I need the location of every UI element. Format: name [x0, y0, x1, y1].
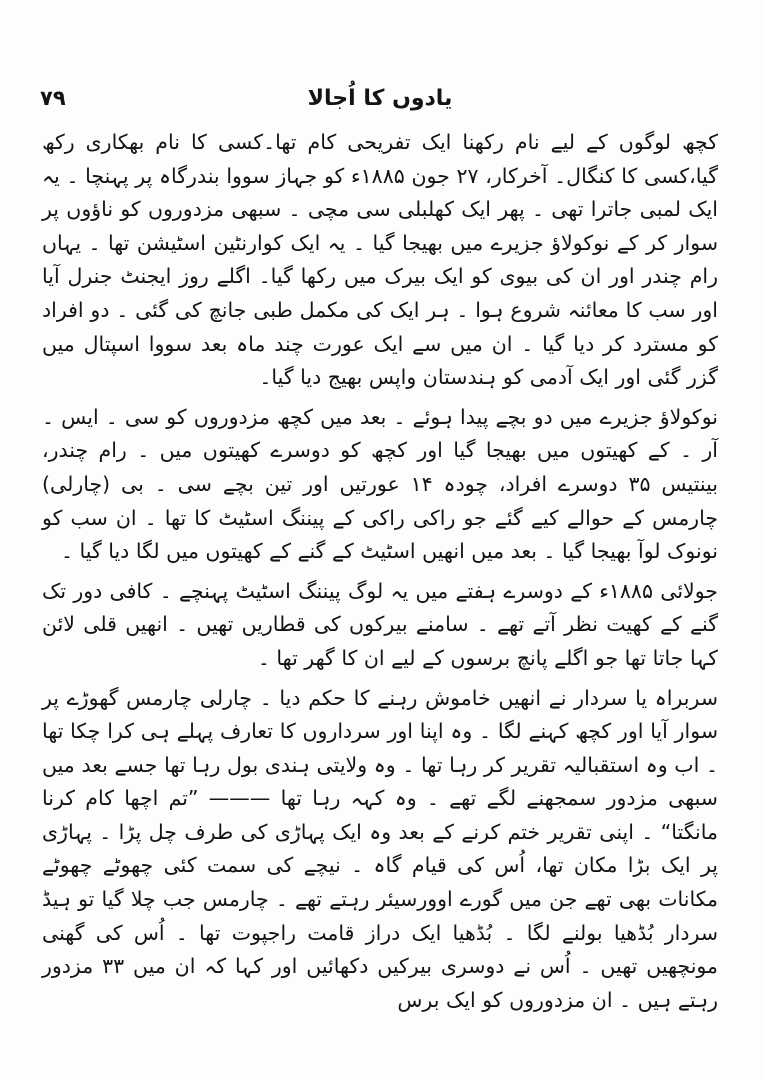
paragraph-1: کچھ لوگوں کے لیے نام رکھنا ایک تفریحی کام تھا۔کسی کا نام بھکاری رکھ گیا،کسی کا کنگال۔ آخرکار، ۲۷ جون ۱۸۸۵ء کو جہاز سووا بندرگاہ پر پہنچا ۔ یہ ایک لمبی جاترا تھی ۔ پھر ایک کھلبلی سی مچی ۔ سبھی مزدوروں کو ناؤوں پر سوار کر کے نوکولاؤ جزیرے میں بھیجا گیا ۔ یہ ایک کوارنٹین اسٹیشن تھا ۔ یہاں رام چندر اور ان کی بیوی کو ایک بیرک میں رکھا گیا۔ اگلے روز ایجنٹ جنرل آیا اور سب کا معائنہ شروع ہوا ۔ ہر ایک کی مکمل طبی جانچ کی گئی ۔ دو افراد کو مسترد کر دیا گیا ۔ ان میں سے ایک عورت چند ماہ بعد سووا اسپتال میں گزر گئی اور ایک آدمی کو ہندستان واپس بھیج دیا گیا۔ — [42, 130, 718, 390]
page-number: ۷۹ — [40, 86, 66, 110]
paragraph-3: جولائی ۱۸۸۵ء کے دوسرے ہفتے میں یہ لوگ پیننگ اسٹیٹ پہنچے ۔ کافی دور تک گنے کے کھیت نظر آتے تھے ۔ سامنے بیرکوں کی قطاریں تھیں ۔ انھیں قلی لائن کہا جاتا تھا جو اگلے پانچ برسوں کے لیے ان کا گھر تھا ۔ — [42, 578, 718, 670]
body-text — [42, 126, 718, 1056]
running-title: یادوں کا اُجالا — [307, 86, 453, 111]
page-header — [40, 86, 720, 120]
paragraph-4: سربراہ یا سردار نے انھیں خاموش رہنے کا حکم دیا ۔ چارلی چارمس گھوڑے پر سوار آیا اور کچھ کہنے لگا ۔ وہ اپنا اور سرداروں کا تعارف پہلے ہی کرا چکا تھا ۔ اب وہ استقبالیہ تقریر کر رہا تھا ۔ وہ ولایتی ہندی بول رہا تھا جسے بعد میں سبھی مزدور سمجھنے لگے تھے ۔ وہ کہہ رہا تھا ——— ”تم اچھا کام کرنا مانگتا“ ۔ اپنی تقریر ختم کرنے کے بعد وہ ایک پہاڑی کی طرف چل پڑا ۔ پہاڑی پر ایک بڑا مکان تھا، اُس کی قیام گاہ ۔ نیچے کی سمت کئی چھوٹے چھوٹے مکانات بھی تھے جن میں گورے اوورسیئر رہتے تھے ۔ چارمس جب چلا گیا تو ہیڈ سردار بُڈھیا بولنے لگا ۔ بُڈھیا ایک دراز قامت راجپوت تھا ۔ اُس کی گھنی مونچھیں تھیں ۔ اُس نے دوسری بیرکیں دکھائیں اور کہا کہ ان میں ۳۳ مزدور رہتے ہیں ۔ ان مزدوروں کو ایک برس — [42, 685, 718, 1012]
paragraph-2: نوکولاؤ جزیرے میں دو بچے پیدا ہوئے ۔ بعد میں کچھ مزدوروں کو سی ۔ ایس ۔ آر ۔ کے کھیتوں میں بھیجا گیا اور کچھ کو دوسرے کھیتوں میں ۔ رام چندر، بینتیس ۳۵ دوسرے افراد، چودہ ۱۴ عورتیں اور تین بچے سی ۔ بی (چارلی) چارمس کے حوالے کیے گئے جو راکی راکی کے پیننگ اسٹیٹ کا تھا ۔ ان سب کو نونوک لوآ بھیجا گیا ۔ بعد میں انھیں اسٹیٹ کے گنے کے کھیتوں میں لگا دیا گیا ۔ — [42, 404, 718, 564]
